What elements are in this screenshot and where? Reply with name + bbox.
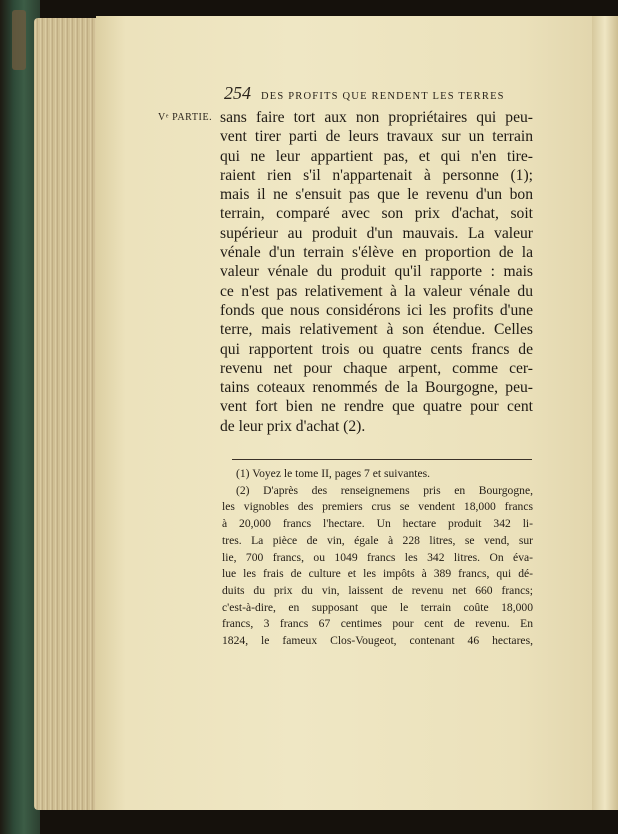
footnote-line: francs, 3 francs 67 centimes pour cent de revenu. En [222, 617, 533, 631]
page-number: 254 [224, 83, 251, 103]
body-line: ce n'est pas relativement à la valeur vénale du [220, 282, 533, 300]
body-line: terre, mais relativement à son étendue. Celles [220, 321, 533, 339]
footnote-line: à 20,000 francs l'hectare. Un hectare produit 342 li- [222, 517, 533, 531]
footnote-line: tres. La pièce de vin, égale à 228 litres, se vend, sur [222, 533, 533, 547]
body-line: mais il ne s'ensuit pas que le revenu d'un bon [220, 186, 533, 204]
footnote-line: duits du prix du vin, laissent de revenu net 660 francs; [222, 583, 533, 597]
footnote-line: (2) D'après des renseignemens pris en Bourgogne, [236, 483, 533, 497]
footnote-rule [232, 459, 532, 460]
page-header [224, 83, 544, 105]
body-line: fonds que nous considérons ici les profits d'une [220, 301, 533, 319]
body-line: tains coteaux renommés de la Bourgogne, peu- [220, 379, 533, 397]
footnote-line: (1) Voyez le tome II, pages 7 et suivantes. [236, 467, 431, 480]
body-line: qui rapportent trois ou quatre cents francs de [220, 340, 533, 358]
body-line: sans faire tort aux non propriétaires qui peu- [220, 109, 533, 126]
body-line: vénale d'un terrain s'élève en proportion de la [220, 244, 533, 262]
body-line: valeur vénale du produit qu'il rapporte : mais [220, 263, 533, 281]
footnote-line: les vignobles des premiers crus se vendent 18,000 francs [222, 500, 533, 514]
footnote-line: lue les frais de culture et les impôts à 389 francs, qui dé- [222, 567, 533, 581]
body-line: raient rien s'il n'appartenait à personne (1); [220, 166, 533, 184]
body-line: terrain, comparé avec son prix d'achat, soit [220, 205, 533, 223]
footnotes [222, 466, 533, 650]
body-text [220, 108, 533, 436]
footnote-line: c'est-à-dire, en supposant que le terrain coûte 18,000 [222, 600, 533, 614]
body-line: supérieur au produit d'un mauvais. La valeur [220, 224, 533, 242]
body-line: vent tirer parti de leurs travaux sur un terrain [220, 128, 533, 146]
body-line: vent fort bien ne rendre que quatre pour cent [220, 398, 533, 416]
body-line: de leur prix d'achat (2). [220, 417, 366, 435]
body-line: revenu net pour chaque arpent, comme cer- [220, 359, 533, 377]
page-edges [34, 18, 98, 810]
body-line: qui ne leur appartient pas, et qui n'en tire- [220, 147, 533, 165]
running-title: DES PROFITS QUE RENDENT LES TERRES [261, 91, 505, 102]
footnote-line: lie, 700 francs, ou 1049 francs les 342 litres. On éva- [222, 550, 533, 564]
footnote-line: 1824, le fameux Clos-Vougeot, contenant 46 hectares, [222, 634, 533, 648]
margin-note: Vᵉ PARTIE. [158, 112, 213, 123]
facing-page-edge [592, 16, 618, 810]
